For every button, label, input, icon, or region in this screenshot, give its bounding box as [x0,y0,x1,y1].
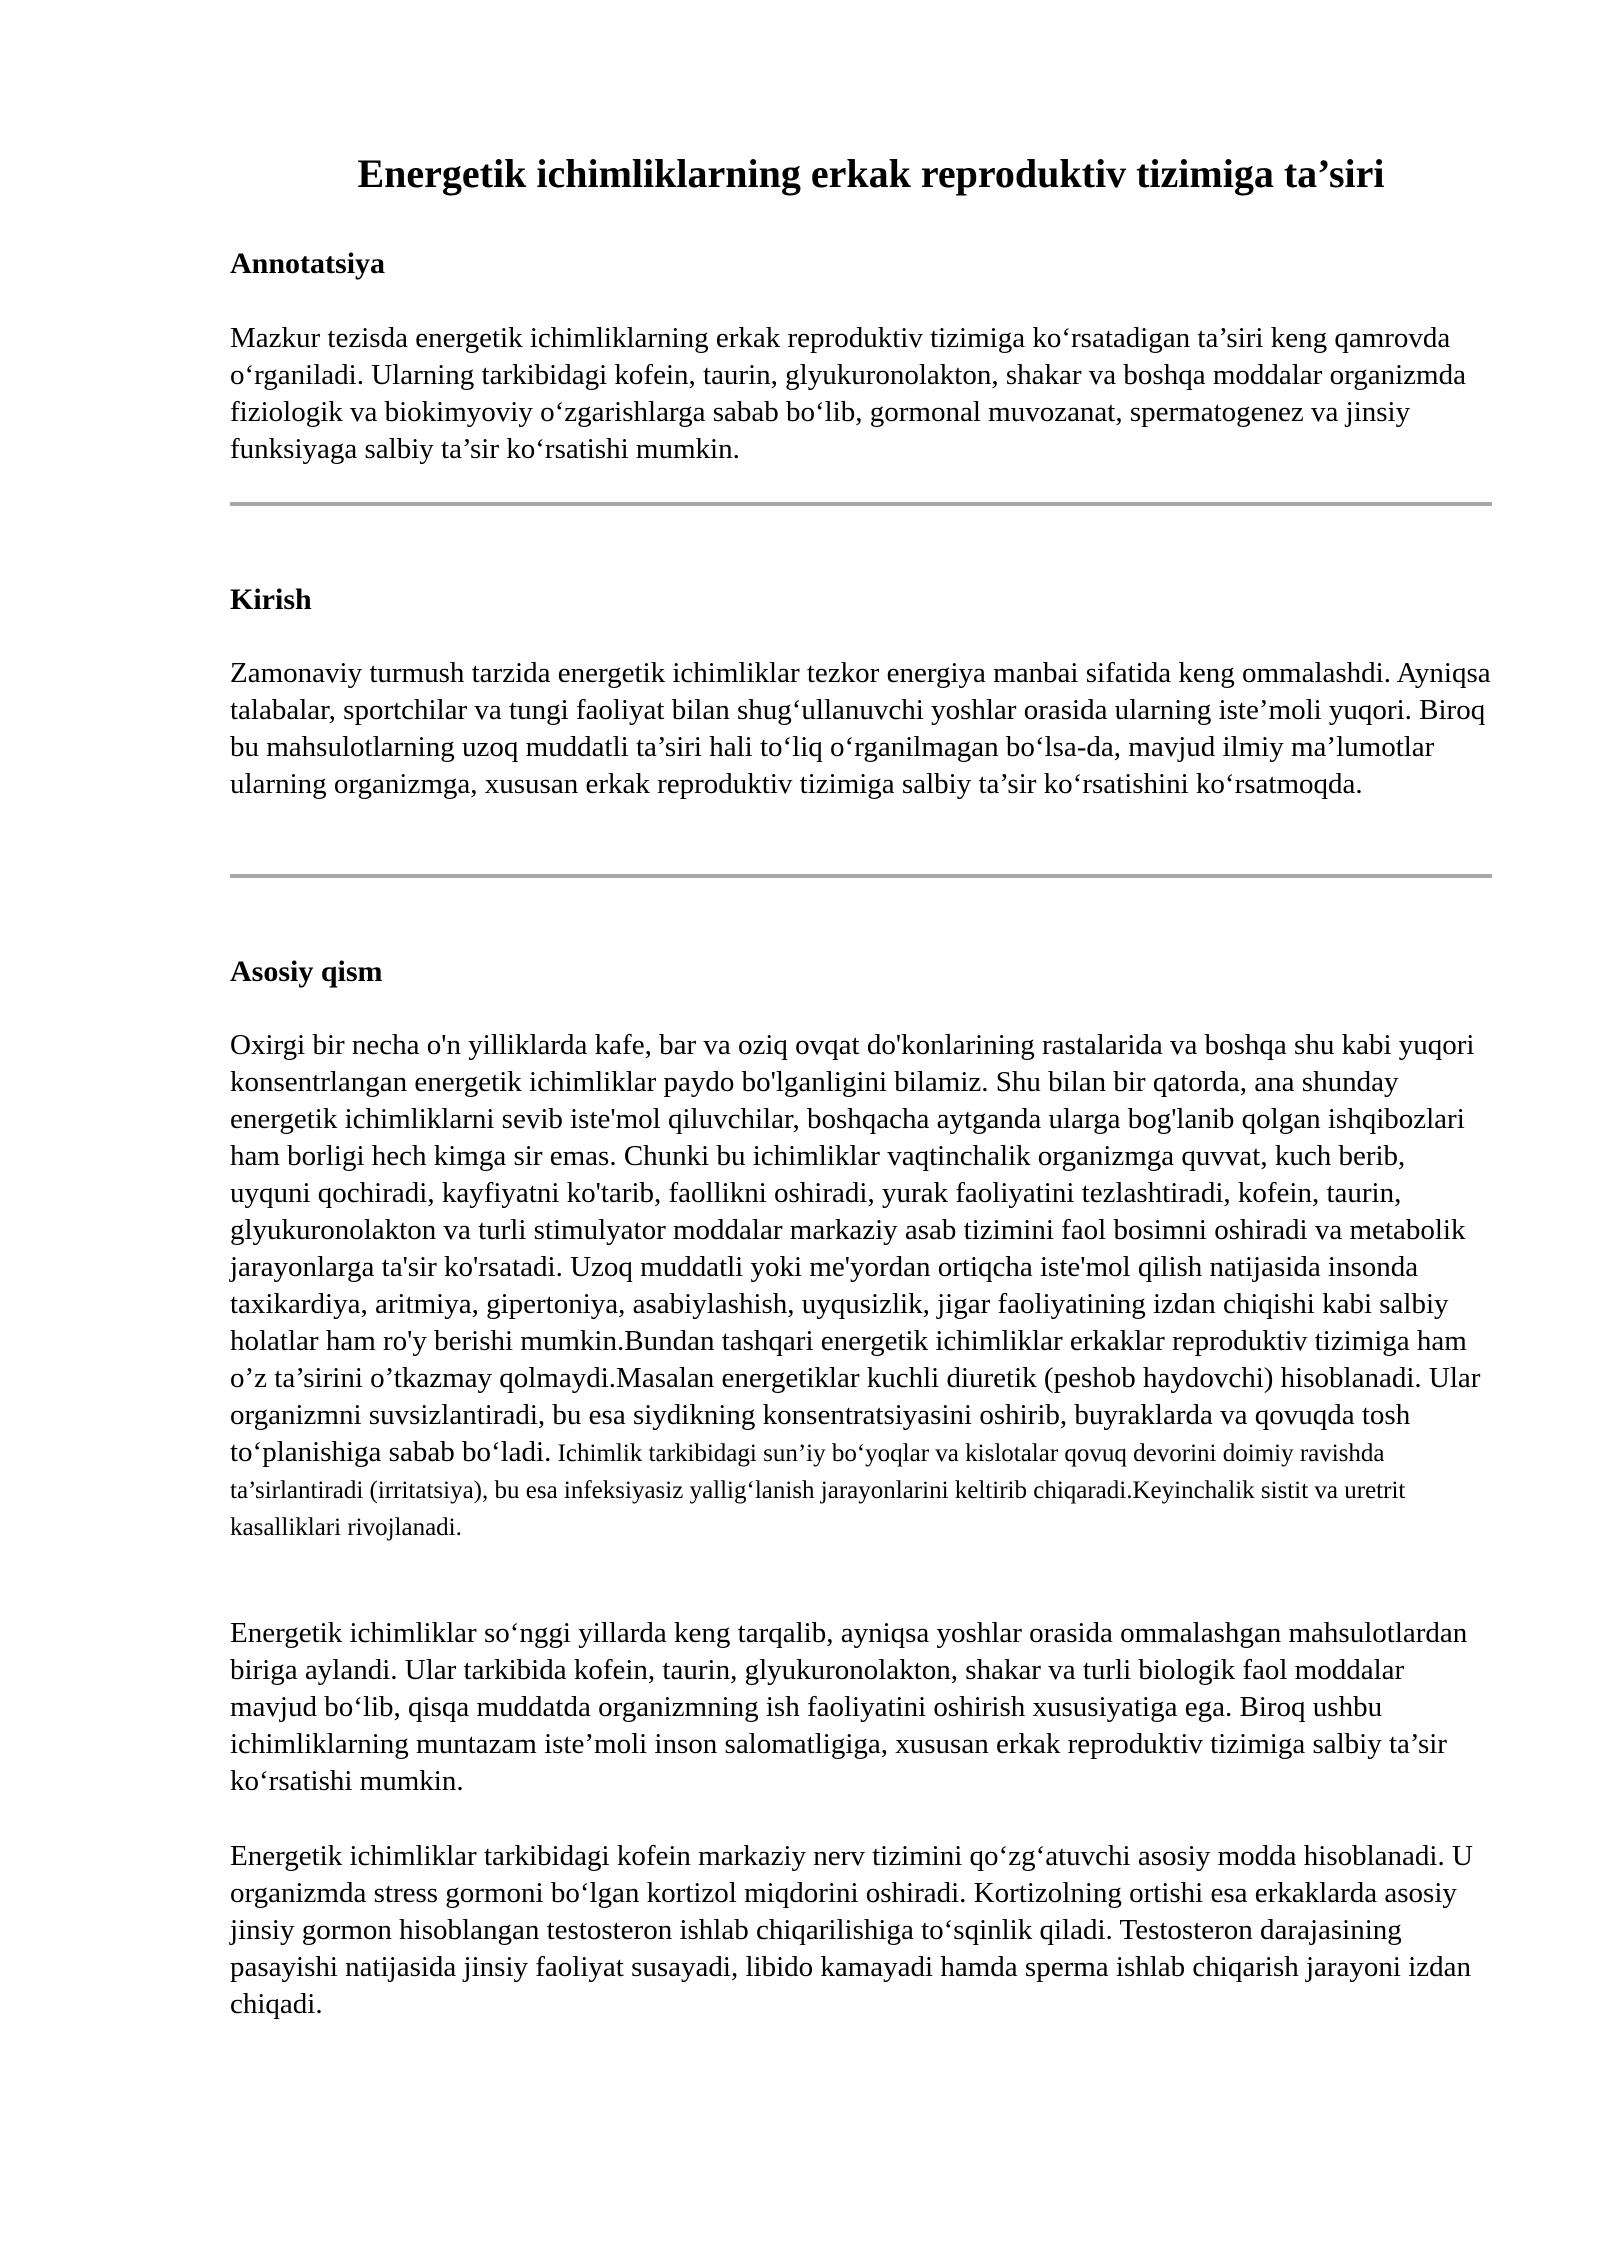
section-divider [230,874,1492,878]
paragraph-asosiy-1-small: Ichimlik tarkibidagi sun’iy bo‘yoqlar va kislotalar qovuq devorini doimiy ravishda ta’sirlantiradi (irritatsiya), bu esa infeksiyasiz yallig‘lanish jarayonlarini keltirib chiqaradi.Keyinchalik sistit va uretrit kasalliklari rivojlanadi. [230,1440,1406,1541]
paragraph-kirish: Zamonaviy turmush tarzida energetik ichimliklar tezkor energiya manbai sifatida keng ommalashdi. Ayniqsa talabalar, sportchilar va tungi faoliyat bilan shug‘ullanuvchi yoshlar orasida ularning iste’moli yuqori. Biroq bu mahsulotlarning uzoq muddatli ta’siri hali to‘liq o‘rganilmagan bo‘lsa-da, mavjud ilmiy ma’lumotlar ularning organizmga, xususan erkak reproduktiv tizimiga salbiy ta’sir ko‘rsatishini ko‘rsatmoqda. [230,657,1491,800]
section-divider [230,502,1492,506]
section-heading-kirish: Kirish [230,583,312,616]
section-heading-annotatsiya: Annotatsiya [230,247,386,280]
paragraph-asosiy-3: Energetik ichimliklar tarkibidagi kofein markaziy nerv tizimini qo‘zg‘atuvchi asosiy modda hisoblanadi. U organizmda stress gormoni bo‘lgan kortizol miqdorini oshiradi. Kortizolning ortishi esa erkaklarda asosiy jinsiy gormon hisoblangan testosteron ishlab chiqarilishiga to‘sqinlik qiladi. Testosteron darajasining pasayishi natijasida jinsiy faoliyat susayadi, libido kamayadi hamda sperma ishlab chiqarish jarayoni izdan chiqadi. [230,1840,1473,2020]
paragraph-asosiy-1 [230,1027,1492,1545]
paragraph-asosiy-2: Energetik ichimliklar so‘nggi yillarda keng tarqalib, ayniqsa yoshlar orasida ommalashgan mahsulotlardan biriga aylandi. Ular tarkibida kofein, taurin, glyukuronolakton, shakar va turli biologik faol moddalar mavjud bo‘lib, qisqa muddatda organizmning ish faoliyatini oshirish xususiyatiga ega. Biroq ushbu ichimliklarning muntazam iste’moli inson salomatligiga, xususan erkak reproduktiv tizimiga salbiy ta’sir ko‘rsatishi mumkin. [230,1617,1468,1797]
paragraph-annotatsiya: Mazkur tezisda energetik ichimliklarning erkak reproduktiv tizimiga ko‘rsatadigan ta’siri keng qamrovda o‘rganiladi. Ularning tarkibidagi kofein, taurin, glyukuronolakton, shakar va boshqa moddalar organizmda fiziologik va biokimyoviy o‘zgarishlarga sabab bo‘lib, gormonal muvozanat, spermatogenez va jinsiy funksiyaga salbiy ta’sir ko‘rsatishi mumkin. [230,322,1466,465]
document-title: Energetik ichimliklarning erkak reproduktiv tizimiga ta’siri [357,151,1385,196]
paragraph-asosiy-1-main: Oxirgi bir necha o'n yilliklarda kafe, bar va oziq ovqat do'konlarining rastalarida va boshqa shu kabi yuqori konsentrlangan energetik ichimliklar paydo bo'lganligini bilamiz. Shu bilan bir qatorda, ana shunday energetik ichimliklarni sevib iste'mol qiluvchilar, boshqacha aytganda ularga bog'lanib qolgan ishqibozlari ham borligi hech kimga sir emas. Chunki bu ichimliklar vaqtinchalik organizmga quvvat, kuch berib, uyquni qochiradi, kayfiyatni ko'tarib, faollikni oshiradi, yurak faoliyatini tezlashtiradi, kofein, taurin, glyukuronolakton va turli stimulyator moddalar markaziy asab tizimini faol bosimni oshiradi va metabolik jarayonlarga ta'sir ko'rsatadi. Uzoq muddatli yoki me'yordan ortiqcha iste'mol qilish natijasida insonda taxikardiya, aritmiya, gipertoniya, asabiylashish, uyqusizlik, jigar faoliyatining izdan chiqishi kabi salbiy holatlar ham ro'y berishi mumkin.Bundan tashqari energetik ichimliklar erkaklar reproduktiv tizimiga ham o’z ta’sirini o’tkazmay qolmaydi.Masalan energetiklar kuchli diuretik (peshob haydovchi) hisoblanadi. Ular organizmni suvsizlantiradi, bu esa siydikning konsentratsiyasini oshirib, buyraklarda va qovuqda tosh to‘planishiga sabab bo‘ladi. [230,1029,1481,1468]
section-heading-asosiy-qism: Asosiy qism [230,955,383,988]
